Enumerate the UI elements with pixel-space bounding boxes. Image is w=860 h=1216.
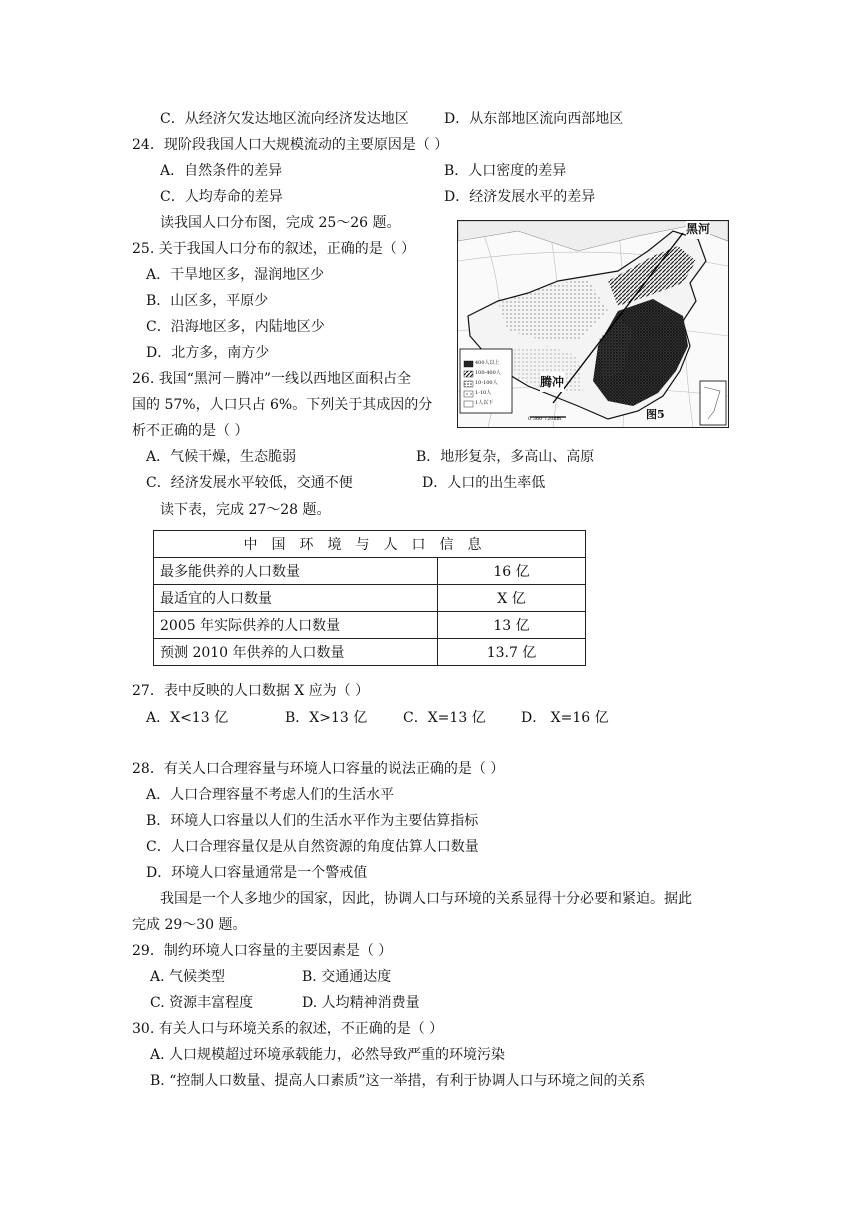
q27-stem: 27．表中反映的人口数据 X 应为（ ） [132, 683, 370, 699]
q23-option-c: C．从经济欠发达地区流向经济发达地区 [160, 111, 409, 127]
map-scale: 0 360 720km [528, 416, 562, 422]
q29-option-b: B. 交通通达度 [302, 969, 392, 985]
q26-stem-line2: 国的 57%，人口只占 6%。下列关于其成因的分 [132, 397, 433, 413]
q26-option-a: A．气候干燥，生态脆弱 [146, 449, 297, 465]
q28-option-c: C．人口合理容量仅是从自然资源的角度估算人口数量 [146, 839, 479, 855]
q27-option-b: B．X>13 亿 [285, 710, 368, 726]
q30-option-a: A. 人口规模超过环境承载能力，必然导致严重的环境污染 [150, 1047, 506, 1063]
table-cell-value: 13.7 亿 [438, 639, 586, 666]
table-row [154, 585, 586, 612]
legend-item: 1人以下 [475, 400, 494, 406]
q23-option-d: D．从东部地区流向西部地区 [444, 111, 624, 127]
table-cell-label: 2005 年实际供养的人口数量 [154, 612, 438, 639]
intro-25-26: 读我国人口分布图，完成 25～26 题。 [160, 215, 401, 231]
table-cell-label: 最多能供养的人口数量 [154, 558, 438, 585]
legend-item: 1-10人 [475, 390, 492, 396]
q26-option-c: C．经济发展水平较低，交通不便 [146, 475, 353, 491]
q28-option-a: A．人口合理容量不考虑人们的生活水平 [146, 787, 395, 803]
table-cell-value: 16 亿 [438, 558, 586, 585]
q29-stem: 29．制约环境人口容量的主要因素是（ ） [132, 943, 393, 959]
q28-option-d: D．环境人口容量通常是一个警戒值 [146, 865, 368, 881]
q24-option-a: A．自然条件的差异 [160, 163, 283, 179]
table-row [154, 639, 586, 666]
q26-option-d: D．人口的出生率低 [422, 475, 546, 491]
q24-option-b: B．人口密度的差异 [444, 163, 567, 179]
legend-item: 100-400人 [475, 370, 501, 376]
population-distribution-map [457, 220, 729, 428]
q29-option-d: D. 人均精神消费量 [302, 995, 420, 1011]
intro-29-30-line2: 完成 29～30 题。 [132, 917, 247, 933]
q26-stem-line3: 析不正确的是（ ） [132, 423, 249, 439]
q26-option-b: B．地形复杂，多高山、高原 [416, 449, 595, 465]
table-header: 中国环境与人口信息 [154, 531, 586, 558]
q28-stem: 28．有关人口合理容量与环境人口容量的说法正确的是（ ） [132, 761, 505, 777]
q29-option-c: C. 资源丰富程度 [150, 995, 254, 1011]
intro-29-30-line1: 我国是一个人多地少的国家，因此，协调人口与环境的关系显得十分必要和紧迫。据此 [160, 891, 692, 907]
table-cell-value: X 亿 [438, 585, 586, 612]
q27-option-c: C．X=13 亿 [403, 710, 486, 726]
q26-stem-line1: 26. 我国“黑河－腾冲”一线以西地区面积占全 [132, 371, 412, 387]
q25-option-d: D．北方多，南方少 [146, 345, 270, 361]
q27-option-d: D． X=16 亿 [521, 710, 609, 726]
table-row [154, 558, 586, 585]
table-cell-label: 最适宜的人口数量 [154, 585, 438, 612]
q30-option-b: B. “控制人口数量、提高人口素质”这一举措，有利于协调人口与环境之间的关系 [150, 1073, 646, 1089]
q24-option-d: D．经济发展水平的差异 [444, 189, 596, 205]
q24-stem: 24．现阶段我国人口大规模流动的主要原因是（ ） [132, 137, 449, 153]
table-row [154, 612, 586, 639]
map-graphic [458, 221, 728, 427]
legend-item: 10-100人 [475, 380, 498, 386]
q25-option-b: B．山区多，平原少 [146, 293, 269, 309]
q28-option-b: B．环境人口容量以人们的生活水平作为主要估算指标 [146, 813, 479, 829]
legend-item: 400人以上 [475, 360, 500, 366]
q25-option-a: A．干旱地区多，湿润地区少 [146, 267, 325, 283]
q25-stem: 25. 关于我国人口分布的叙述，正确的是（ ） [132, 241, 416, 257]
map-label-heihe: 黑河 [686, 220, 710, 239]
table-cell-value: 13 亿 [438, 612, 586, 639]
table-header-row [154, 531, 586, 558]
intro-27-28: 读下表，完成 27～28 题。 [160, 502, 331, 518]
q30-stem: 30. 有关人口与环境关系的叙述，不正确的是（ ） [132, 1021, 444, 1037]
map-label-figure: 图5 [646, 408, 665, 421]
q25-option-c: C．沿海地区多，内陆地区少 [146, 319, 325, 335]
q29-option-a: A. 气候类型 [150, 969, 226, 985]
table-cell-label: 预测 2010 年供养的人口数量 [154, 639, 438, 666]
q24-option-c: C．人均寿命的差异 [160, 189, 283, 205]
q27-option-a: A．X<13 亿 [146, 710, 229, 726]
map-label-tengchong: 腾冲 [540, 372, 564, 392]
environment-population-table [153, 530, 586, 666]
